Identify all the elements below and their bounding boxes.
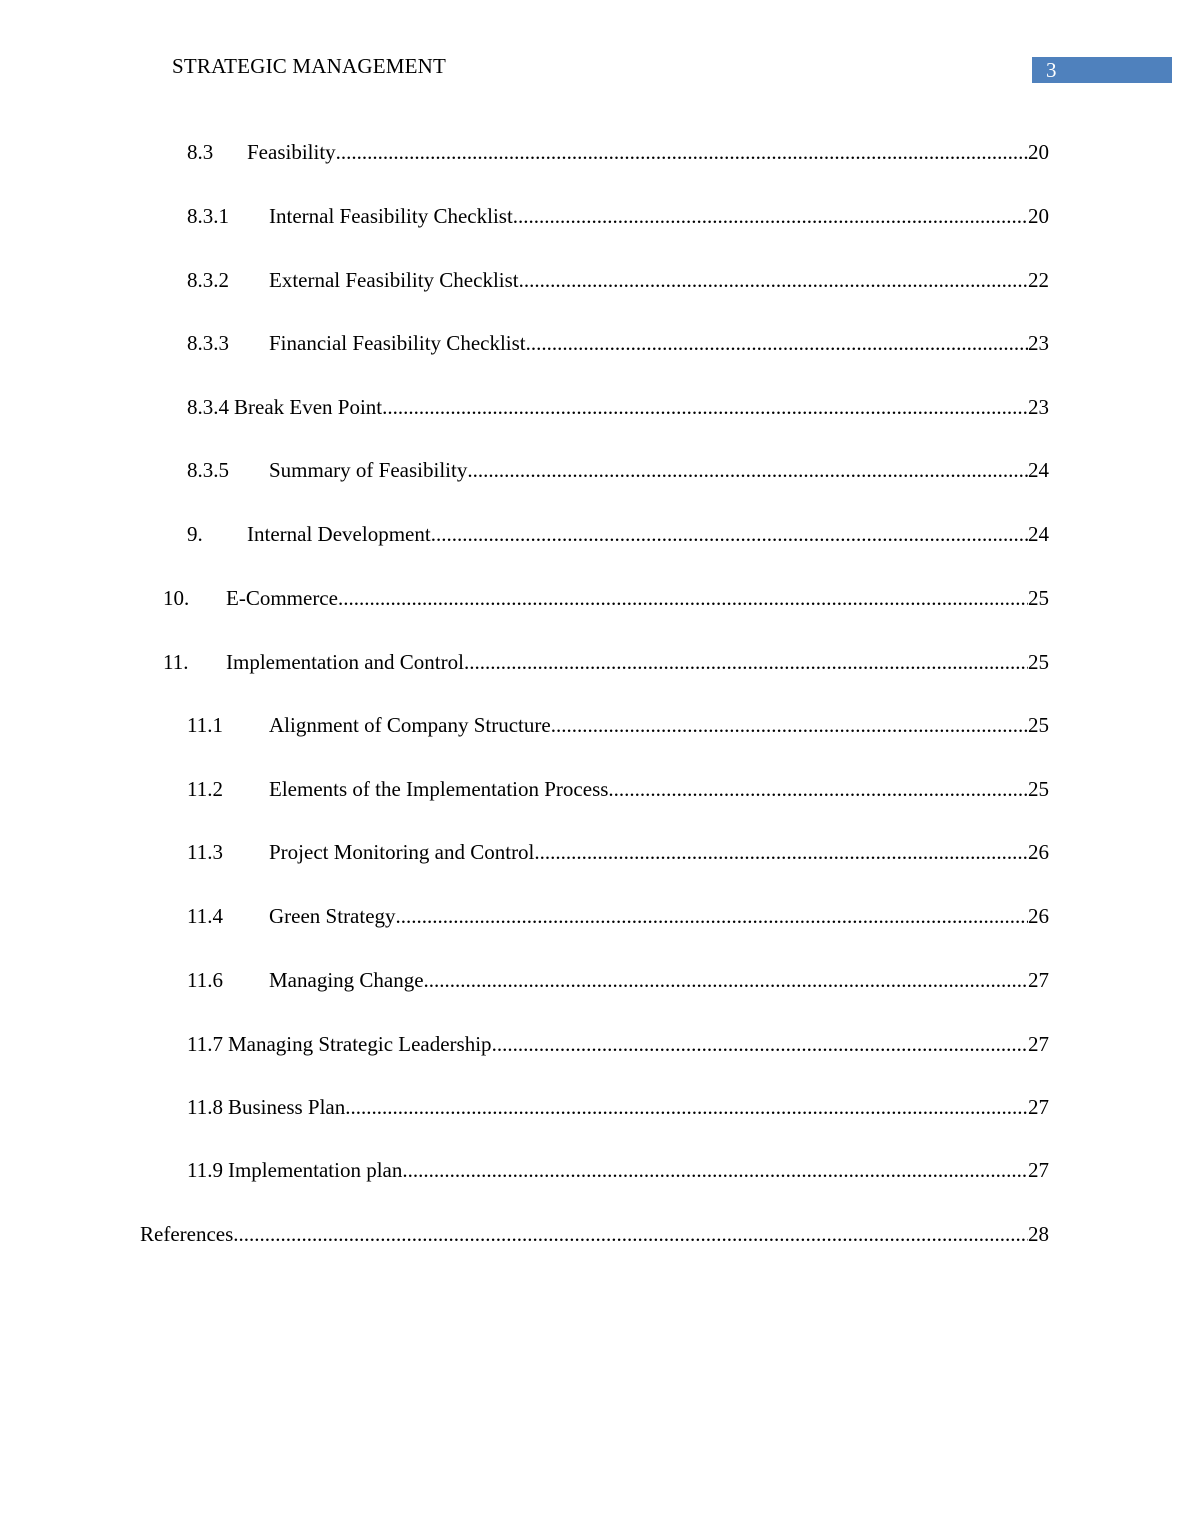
toc-entry-managing-change[interactable] xyxy=(187,968,1049,996)
toc-dot-leader xyxy=(513,204,1028,229)
toc-entry-page: 28 xyxy=(1028,1222,1049,1246)
toc-entry-title: Internal Development xyxy=(247,522,431,546)
toc-entry-page: 23 xyxy=(1028,395,1049,419)
toc-dot-leader xyxy=(338,586,1028,611)
toc-dot-leader xyxy=(551,713,1028,738)
page-number: 3 xyxy=(1046,58,1057,82)
toc-entry-page: 23 xyxy=(1028,331,1049,355)
toc-entry-number: 11. xyxy=(163,650,189,674)
toc-entry-implementation-plan[interactable] xyxy=(187,1158,1049,1186)
toc-entry-title: Summary of Feasibility xyxy=(269,458,468,482)
toc-entry-title: Project Monitoring and Control xyxy=(269,840,535,864)
page-number-badge xyxy=(1032,57,1172,83)
toc-entry-number: 10. xyxy=(163,586,190,610)
toc-entry-page: 24 xyxy=(1028,458,1049,482)
toc-entry-page: 25 xyxy=(1028,777,1049,801)
toc-entry-number: 11.2 xyxy=(187,777,223,801)
toc-entry-title: Implementation and Control xyxy=(226,650,464,674)
toc-entry-number: 8.3.3 xyxy=(187,331,229,355)
toc-entry-number: 8.3 xyxy=(187,140,214,164)
toc-entry-managing-strategic-leadership[interactable] xyxy=(187,1032,1049,1060)
toc-entry-page: 27 xyxy=(1028,1095,1049,1119)
toc-dot-leader xyxy=(492,1032,1028,1057)
toc-entry-title: Internal Feasibility Checklist xyxy=(269,204,513,228)
toc-entry-summary-of-feasibility[interactable] xyxy=(187,458,1049,486)
toc-entry-page: 20 xyxy=(1028,204,1049,228)
toc-entry-title: Business Plan xyxy=(227,1095,346,1119)
toc-entry-title: Implementation plan xyxy=(227,1158,403,1182)
toc-entry-title: Elements of the Implementation Process xyxy=(269,777,609,801)
toc-entry-title: Financial Feasibility Checklist xyxy=(269,331,526,355)
toc-entry-page: 27 xyxy=(1028,968,1049,992)
toc-entry-implementation-and-control[interactable] xyxy=(163,650,1049,678)
toc-entry-title: E-Commerce xyxy=(226,586,338,610)
toc-dot-leader xyxy=(396,904,1028,929)
toc-entry-page: 25 xyxy=(1028,713,1049,737)
toc-entry-project-monitoring-and-control[interactable] xyxy=(187,840,1049,868)
toc-entry-title: Green Strategy xyxy=(269,904,396,928)
toc-dot-leader xyxy=(345,1095,1028,1120)
toc-dot-leader xyxy=(402,1158,1028,1183)
toc-entry-title: References xyxy=(140,1222,234,1246)
toc-entry-financial-feasibility-checklist[interactable] xyxy=(187,331,1049,359)
toc-entry-references[interactable] xyxy=(140,1222,1049,1250)
toc-dot-leader xyxy=(464,650,1028,675)
toc-dot-leader xyxy=(526,331,1028,356)
toc-dot-leader xyxy=(336,140,1028,165)
toc-entry-internal-feasibility-checklist[interactable] xyxy=(187,204,1049,232)
toc-entry-page: 25 xyxy=(1028,586,1049,610)
toc-entry-page: 27 xyxy=(1028,1158,1049,1182)
toc-entry-internal-development[interactable] xyxy=(187,522,1049,550)
toc-dot-leader xyxy=(233,1222,1028,1247)
toc-dot-leader xyxy=(519,268,1028,293)
toc-entry-number: 11.4 xyxy=(187,904,223,928)
toc-entry-number: 8.3.4 xyxy=(187,395,229,419)
toc-dot-leader xyxy=(534,840,1028,865)
toc-entry-title: Alignment of Company Structure xyxy=(269,713,551,737)
toc-entry-feasibility[interactable] xyxy=(187,140,1049,168)
toc-entry-e-commerce[interactable] xyxy=(163,586,1049,614)
toc-entry-number: 11.1 xyxy=(187,713,223,737)
toc-entry-external-feasibility-checklist[interactable] xyxy=(187,268,1049,296)
toc-entry-number: 8.3.5 xyxy=(187,458,229,482)
toc-entry-title: Managing Change xyxy=(269,968,424,992)
toc-dot-leader xyxy=(431,522,1028,547)
toc-entry-business-plan[interactable] xyxy=(187,1095,1049,1123)
toc-entry-page: 26 xyxy=(1028,904,1049,928)
toc-dot-leader xyxy=(382,395,1028,420)
toc-entry-page: 24 xyxy=(1028,522,1049,546)
toc-entry-break-even-point[interactable] xyxy=(187,395,1049,423)
toc-entry-green-strategy[interactable] xyxy=(187,904,1049,932)
toc-entry-alignment-of-company-structure[interactable] xyxy=(187,713,1049,741)
toc-entry-title: Managing Strategic Leadership xyxy=(227,1032,492,1056)
toc-dot-leader xyxy=(467,458,1028,483)
toc-entry-page: 27 xyxy=(1028,1032,1049,1056)
toc-entry-page: 22 xyxy=(1028,268,1049,292)
toc-entry-number: 11.8 xyxy=(187,1095,223,1119)
running-header-title: STRATEGIC MANAGEMENT xyxy=(172,54,447,78)
toc-dot-leader xyxy=(424,968,1028,993)
toc-entry-number: 11.6 xyxy=(187,968,223,992)
toc-entry-title: External Feasibility Checklist xyxy=(269,268,519,292)
toc-dot-leader xyxy=(608,777,1028,802)
toc-entry-number: 11.9 xyxy=(187,1158,223,1182)
toc-entry-page: 20 xyxy=(1028,140,1049,164)
toc-entry-page: 26 xyxy=(1028,840,1049,864)
toc-entry-number: 11.3 xyxy=(187,840,223,864)
toc-entry-page: 25 xyxy=(1028,650,1049,674)
toc-entry-number: 8.3.2 xyxy=(187,268,229,292)
toc-entry-number: 8.3.1 xyxy=(187,204,229,228)
toc-entry-number: 9. xyxy=(187,522,203,546)
toc-entry-elements-of-implementation-process[interactable] xyxy=(187,777,1049,805)
toc-entry-number: 11.7 xyxy=(187,1032,223,1056)
toc-entry-title: Feasibility xyxy=(247,140,336,164)
toc-entry-title: Break Even Point xyxy=(234,395,383,419)
